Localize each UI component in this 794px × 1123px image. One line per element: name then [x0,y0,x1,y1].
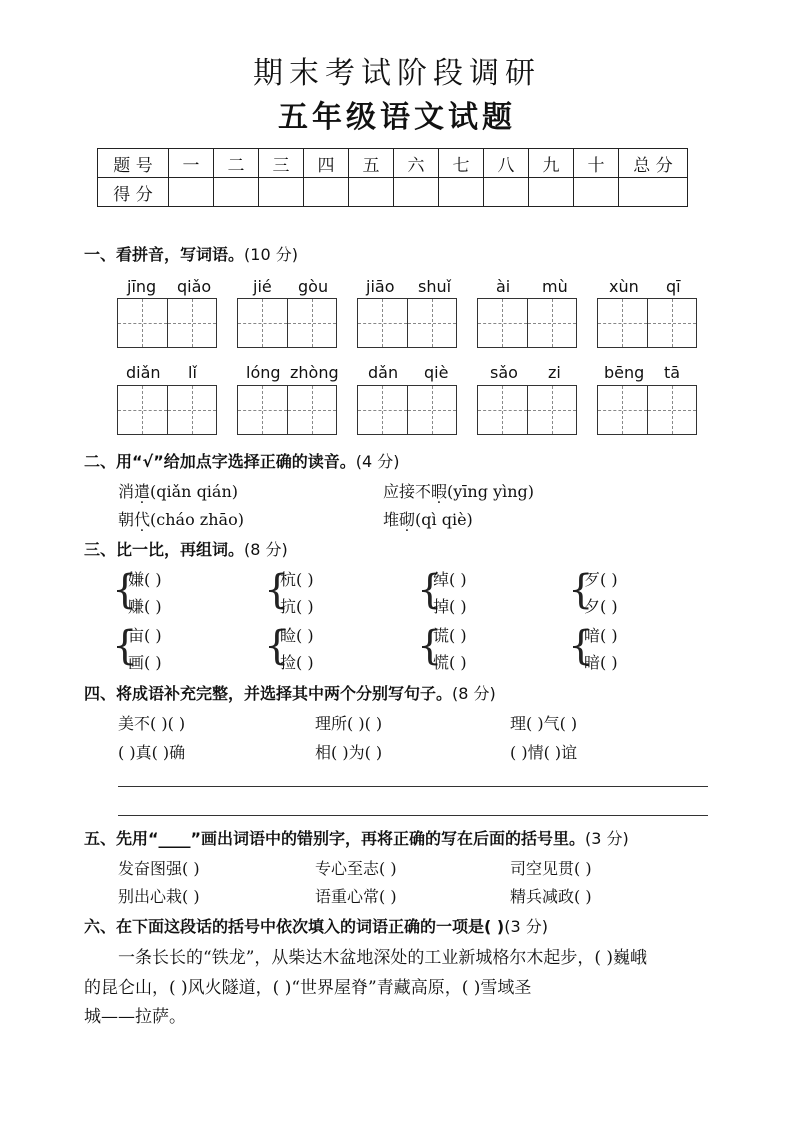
writing-grid[interactable] [117,298,217,348]
table-cell: 九 [529,149,574,178]
table-cell: 四 [304,149,349,178]
word-pair-bottom[interactable]: 画( ) [128,653,162,672]
table-cell: 总 分 [619,149,688,178]
score-input-cell[interactable] [394,178,439,207]
writing-grid[interactable] [477,298,577,348]
item-text: 朝 [118,510,135,529]
brace-icon: { [112,567,138,613]
score-input-cell[interactable] [169,178,214,207]
score-input-cell[interactable] [619,178,688,207]
idiom-blank[interactable]: ( )真( )确 [118,743,186,762]
pinyin: lǐ [188,363,197,382]
exam-title: 期末考试阶段调研 [253,56,541,91]
pinyin: sǎo [490,363,518,382]
idiom-blank[interactable]: ( )情( )谊 [510,743,578,762]
idiom-blank[interactable]: 理所( )( ) [315,714,383,733]
q4-points: (8 分) [452,684,496,703]
word-pair-top[interactable]: 绰( ) [433,570,467,589]
table-cell: 八 [484,149,529,178]
table-cell: 题 号 [98,149,169,178]
writing-grid[interactable] [357,385,457,435]
pinyin: tā [664,363,681,382]
score-input-cell[interactable] [529,178,574,207]
dotted-char: 代 [134,510,151,529]
pinyin: jiāo [366,277,395,296]
dotted-char: 砌 [399,510,416,529]
word-pair-bottom[interactable]: 掉( ) [433,597,467,616]
q1-heading [84,242,298,265]
item-text: 消 [118,482,135,501]
item-options: (qì qiè) [415,510,473,529]
dotted-char: 暇 [431,482,448,501]
score-input-cell[interactable] [259,178,304,207]
brace-icon: { [264,623,290,669]
score-input-cell[interactable] [574,178,619,207]
score-input-cell[interactable] [214,178,259,207]
item-options: (cháo zhāo) [150,510,244,529]
item-options: (qiǎn qián) [150,482,239,501]
exam-subtitle: 五年级语文试题 [278,100,516,135]
writing-grid[interactable] [237,385,337,435]
idiom-blank[interactable]: 相( )为( ) [315,743,383,762]
word-pair-bottom[interactable]: 慌( ) [433,653,467,672]
q3-title: 三、比一比，再组词。 [84,540,245,559]
word-pair-top[interactable]: 杭( ) [280,570,314,589]
q5-points: (3 分) [585,829,629,848]
score-input-cell[interactable] [349,178,394,207]
word-pair-bottom[interactable]: 抗( ) [280,597,314,616]
pinyin: ài [496,277,511,296]
q2-item[interactable] [383,479,534,502]
word-pair-bottom[interactable]: 夕( ) [584,597,618,616]
score-table-header-row [98,149,688,178]
q2-item[interactable] [383,507,473,530]
pinyin: lóng [246,363,281,382]
brace-icon: { [568,623,594,669]
table-cell: 六 [394,149,439,178]
pinyin: gòu [298,277,329,296]
writing-grid[interactable] [357,298,457,348]
table-cell: 一 [169,149,214,178]
brace-icon: { [417,567,443,613]
pinyin: zi [548,363,561,382]
table-cell: 七 [439,149,484,178]
q4-heading [84,681,496,704]
q4-title: 四、将成语补充完整，并选择其中两个分别写句子。 [84,684,453,703]
writing-grid[interactable] [597,385,697,435]
q2-item[interactable] [118,479,238,502]
q5-title: 五、先用“____”画出词语中的错别字，再将正确的写在后面的括号里。 [84,829,586,848]
table-cell: 三 [259,149,304,178]
idiom-blank[interactable]: 美不( )( ) [118,714,186,733]
word-pair-top[interactable]: 歹( ) [584,570,618,589]
writing-grid[interactable] [597,298,697,348]
item-text: 应接不 [383,482,432,501]
pinyin: jīng [127,277,157,296]
passage-line: 城——拉萨。 [84,1007,186,1027]
pinyin: zhòng [290,363,339,382]
pinyin: xùn [609,277,639,296]
brace-icon: { [112,623,138,669]
typo-item[interactable]: 司空见贯( ) [510,859,592,878]
score-table [97,148,688,207]
item-options: (yīng yìng) [447,482,535,501]
typo-item[interactable]: 语重心常( ) [315,887,397,906]
q1-points: (10 分) [244,245,298,264]
q5-heading [84,826,629,849]
word-pair-top[interactable]: 谎( ) [433,626,467,645]
q6-heading [84,914,548,937]
word-pair-bottom[interactable]: 赚( ) [128,597,162,616]
q2-item[interactable] [118,507,244,530]
brace-icon: { [264,567,290,613]
typo-item[interactable]: 别出心栽( ) [118,887,200,906]
score-input-cell[interactable] [484,178,529,207]
q3-heading [84,537,288,560]
pinyin: qiǎo [177,277,212,296]
pinyin: mù [542,277,568,296]
score-table-score-row [98,178,688,207]
q1-title: 一、看拼音，写词语。 [84,245,245,264]
dotted-char: 遣 [134,482,151,501]
q2-points: (4 分) [355,452,400,471]
q6-points: (3 分) [504,917,548,936]
pinyin: shuǐ [418,277,452,296]
score-input-cell[interactable] [304,178,349,207]
word-pair-bottom[interactable]: 暗( ) [584,653,618,672]
table-cell: 五 [349,149,394,178]
word-pair-top[interactable]: 嫌( ) [128,570,162,589]
writing-grid[interactable] [237,298,337,348]
pinyin: qī [666,277,681,296]
table-cell: 得 分 [98,178,169,207]
table-cell: 十 [574,149,619,178]
idiom-blank[interactable]: 理( )气( ) [510,714,578,733]
word-pair-top[interactable]: 睑( ) [280,626,314,645]
q2-heading [84,449,399,472]
table-cell: 二 [214,149,259,178]
pinyin: diǎn [126,363,161,382]
pinyin: qiè [424,363,449,382]
answer-line[interactable] [118,815,708,816]
score-input-cell[interactable] [439,178,484,207]
brace-icon: { [568,567,594,613]
brace-icon: { [417,623,443,669]
passage-line: 一条长长的“铁龙”，从柴达木盆地深处的工业新城格尔木起步，( )巍峨 [118,948,648,968]
word-pair-top[interactable]: 亩( ) [128,626,162,645]
word-pair-bottom[interactable]: 捡( ) [280,653,314,672]
pinyin: jié [253,277,272,296]
item-text: 堆 [383,510,400,529]
writing-grid[interactable] [117,385,217,435]
q2-title: 二、用“√”给加点字选择正确的读音。 [84,452,356,471]
pinyin: dǎn [368,363,399,382]
writing-grid[interactable] [477,385,577,435]
q3-points: (8 分) [244,540,288,559]
word-pair-top[interactable]: 喑( ) [584,626,618,645]
typo-item[interactable]: 专心至志( ) [315,859,397,878]
q6-title: 六、在下面这段话的括号中依次填入的词语正确的一项是( ) [84,917,505,936]
answer-line[interactable] [118,786,708,787]
passage-line: 的昆仑山，( )风火隧道，( )“世界屋脊”青藏高原，( )雪域圣 [84,978,532,998]
typo-item[interactable]: 发奋图强( ) [118,859,200,878]
pinyin: bēng [604,363,645,382]
typo-item[interactable]: 精兵减政( ) [510,887,592,906]
